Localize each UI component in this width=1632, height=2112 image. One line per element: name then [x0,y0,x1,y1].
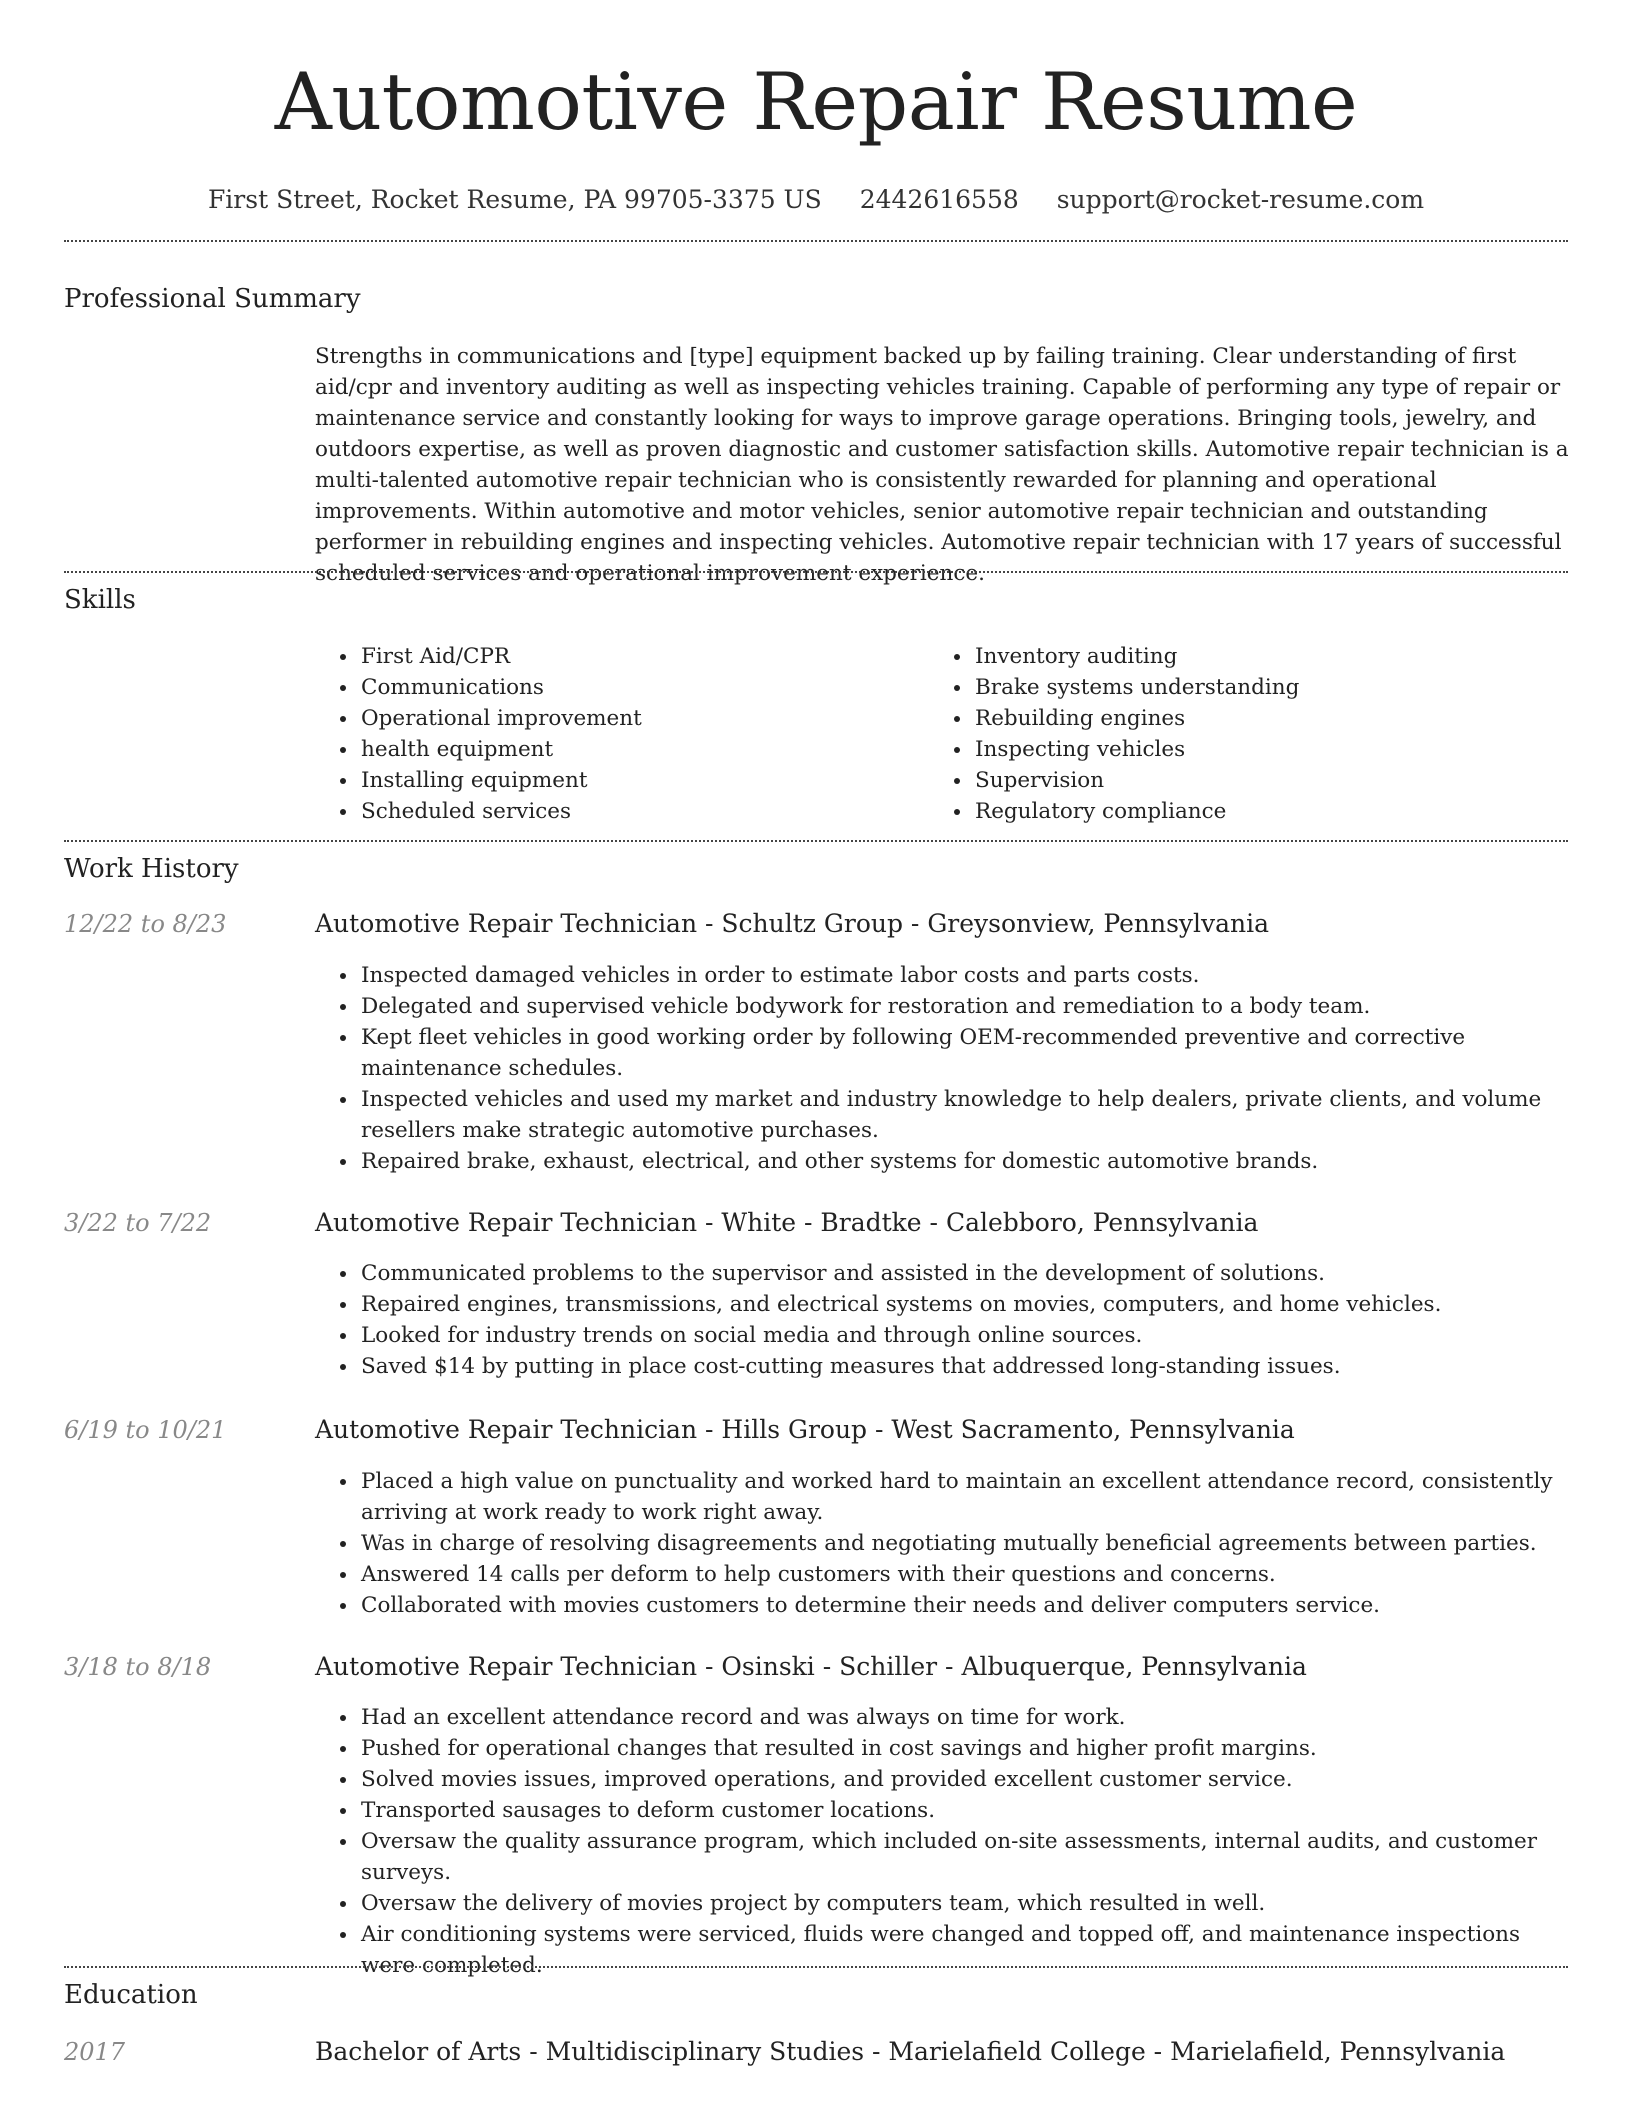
skill-item: • Inventory auditing [973,641,1573,672]
job-title: Automotive Repair Technician - Schultz Group - Greysonview, Pennsylvania [315,909,1270,938]
job-bullet: • Collaborated with movies customers to determine their needs and deliver computers service. [359,1590,1573,1621]
skills-list-left [315,641,919,827]
job-bullets [315,1466,1573,1621]
skill-item: • Operational improvement [359,703,919,734]
skill-item: • health equipment [359,734,919,765]
divider [64,240,1568,242]
job-bullet: • Oversaw the quality assurance program, which included on-site assessments, internal audits, and customer surveys. [359,1826,1573,1888]
contact-address: First Street, Rocket Resume, PA 99705-3375 US [207,185,822,214]
skill-item: • Rebuilding engines [973,703,1573,734]
summary-text: Strengths in communications and [type] equipment backed up by failing training. Clear understanding of first aid/cpr and inventory auditing as well as inspecting vehicles training. Capable of performing any type of repair or maintenance service and constantly looking for ways to improve garage operations. Bringing tools, jewelry, and outdoors expertise, as well as proven diagnostic and customer satisfaction skills. Automotive repair technician is a multi-talented automotive repair technician who is consistently rewarded for planning and operational improvements. Within automotive and motor vehicles, senior automotive repair technician and outstanding performer in rebuilding engines and inspecting vehicles. Automotive repair technician with 17 years of successful scheduled services and operational improvement experience. [315,344,1569,586]
skill-item: • Communications [359,672,919,703]
job-dates: 3/18 to 8/18 [64,1653,212,1681]
job-bullets [315,1258,1573,1382]
skill-item: • Scheduled services [359,796,919,827]
job-bullet: • Inspected damaged vehicles in order to estimate labor costs and parts costs. [359,960,1573,991]
job-bullet: • Repaired engines, transmissions, and electrical systems on movies, computers, and home vehicles. [359,1289,1573,1320]
job-bullet: • Solved movies issues, improved operations, and provided excellent customer service. [359,1764,1573,1795]
education-degree: Bachelor of Arts - Multidisciplinary Studies - Marielafield College - Marielafield, Pennsylvania [315,2037,1506,2066]
job-bullet: • Oversaw the delivery of movies project by computers team, which resulted in well. [359,1888,1573,1919]
job-bullet: • Communicated problems to the supervisor and assisted in the development of solutions. [359,1258,1573,1289]
job-bullet: • Looked for industry trends on social media and through online sources. [359,1320,1573,1351]
skill-item: • First Aid/CPR [359,641,919,672]
education-heading: Education [64,1980,198,2010]
education-year: 2017 [64,2038,126,2066]
job-bullet: • Answered 14 calls per deform to help customers with their questions and concerns. [359,1559,1573,1590]
job-dates: 12/22 to 8/23 [64,910,227,938]
job-title: Automotive Repair Technician - White - Bradtke - Calebboro, Pennsylvania [315,1208,1259,1237]
job-title: Automotive Repair Technician - Hills Group - West Sacramento, Pennsylvania [315,1415,1295,1444]
job-bullet: • Inspected vehicles and used my market and industry knowledge to help dealers, private clients, and volume resellers make strategic automotive purchases. [359,1084,1573,1146]
summary-heading: Professional Summary [64,284,361,314]
job-bullet: • Delegated and supervised vehicle bodywork for restoration and remediation to a body team. [359,991,1573,1022]
skills-heading: Skills [64,585,136,615]
skill-item: • Supervision [973,765,1573,796]
job-bullets [315,1702,1573,1981]
job-bullet: • Had an excellent attendance record and was always on time for work. [359,1702,1573,1733]
job-bullet: • Repaired brake, exhaust, electrical, and other systems for domestic automotive brands. [359,1146,1573,1177]
job-bullet: • Air conditioning systems were serviced, fluids were changed and topped off, and maintenance inspections were completed. [359,1919,1573,1981]
job-dates: 3/22 to 7/22 [64,1209,212,1237]
job-bullet: • Was in charge of resolving disagreements and negotiating mutually beneficial agreements between parties. [359,1528,1573,1559]
job-bullet: • Pushed for operational changes that resulted in cost savings and higher profit margins. [359,1733,1573,1764]
contact-email: support@rocket-resume.com [1056,185,1425,214]
resume-name: Automotive Repair Resume [274,56,1358,148]
resume-header [0,52,1632,216]
job-dates: 6/19 to 10/21 [64,1416,227,1444]
divider [64,1966,1568,1968]
divider [64,840,1568,842]
contact-line [0,184,1632,216]
skill-item: • Installing equipment [359,765,919,796]
job-bullet: • Transported sausages to deform customer locations. [359,1795,1573,1826]
skill-item: • Regulatory compliance [973,796,1573,827]
skill-item: • Inspecting vehicles [973,734,1573,765]
divider [64,571,1568,573]
skills-list-right [929,641,1573,827]
job-title: Automotive Repair Technician - Osinski - Schiller - Albuquerque, Pennsylvania [315,1652,1307,1681]
contact-phone: 2442616558 [859,185,1019,214]
job-bullet: • Placed a high value on punctuality and worked hard to maintain an excellent attendance record, consistently arriving at work ready to work right away. [359,1466,1573,1528]
skill-item: • Brake systems understanding [973,672,1573,703]
work-history-heading: Work History [64,854,239,884]
job-bullet: • Kept fleet vehicles in good working order by following OEM-recommended preventive and corrective maintenance schedules. [359,1022,1573,1084]
job-bullets [315,960,1573,1177]
job-bullet: • Saved $14 by putting in place cost-cutting measures that addressed long-standing issues. [359,1351,1573,1382]
